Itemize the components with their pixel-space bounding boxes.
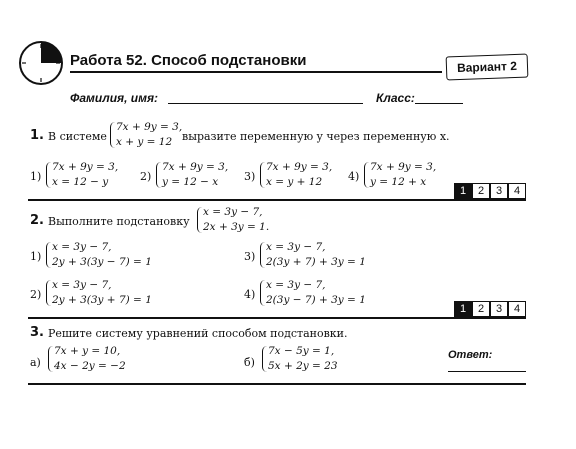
task3-text: Решите систему уравнений способом подстановки. [48, 327, 348, 340]
task2-text: Выполните подстановку [48, 215, 190, 228]
answer-label: Ответ: [448, 349, 493, 361]
task2-option-label: 2) [30, 288, 42, 301]
task3-system-b: 7x − 5y = 1, 5x + 2y = 23 [262, 344, 338, 374]
task2-option-label: 4) [244, 288, 256, 301]
task2-answer-boxes [454, 301, 526, 317]
section-divider [28, 317, 526, 319]
task2-option-4[interactable]: x = 3y − 7, 2(3y − 7) + 3y = 1 [260, 278, 366, 308]
answer-box-2[interactable]: 2 [472, 183, 490, 199]
name-field[interactable] [168, 103, 363, 104]
task1-system: 7x + 9y = 3, x + y = 12 [110, 120, 182, 150]
section-divider [28, 199, 526, 201]
name-label: Фамилия, имя: [70, 91, 159, 105]
task2-number: 2. [30, 213, 44, 228]
page-title: Работа 52. Способ подстановки [70, 52, 307, 69]
task2-system: x = 3y − 7, 2x + 3y = 1. [197, 205, 269, 235]
title-underline [70, 71, 442, 73]
class-label: Класс: [376, 91, 415, 105]
task1-text-before: В системе [48, 130, 107, 143]
task2-option-3[interactable]: x = 3y − 7, 2(3y + 7) + 3y = 1 [260, 240, 366, 270]
task1-option-label: 3) [244, 170, 256, 183]
answer-field[interactable] [448, 371, 526, 372]
answer-box-1[interactable]: 1 [454, 301, 472, 317]
task1-option-3[interactable]: 7x + 9y = 3, x = y + 12 [260, 160, 332, 190]
task3-part-label: б) [244, 356, 255, 369]
task1-number: 1. [30, 128, 44, 143]
answer-box-2[interactable]: 2 [472, 301, 490, 317]
answer-box-1[interactable]: 1 [454, 183, 472, 199]
clock-icon [18, 40, 64, 86]
answer-box-3[interactable]: 3 [490, 301, 508, 317]
task1-option-label: 1) [30, 170, 42, 183]
task1-option-4[interactable]: 7x + 9y = 3, y = 12 + x [364, 160, 436, 190]
task1-option-1[interactable]: 7x + 9y = 3, x = 12 − y [46, 160, 118, 190]
section-divider [28, 383, 526, 385]
class-field[interactable] [415, 103, 463, 104]
task3-system-a: 7x + y = 10, 4x − 2y = −2 [48, 344, 126, 374]
answer-box-4[interactable]: 4 [508, 301, 526, 317]
task1-option-2[interactable]: 7x + 9y = 3, y = 12 − x [156, 160, 228, 190]
task2-option-1[interactable]: x = 3y − 7, 2y + 3(3y − 7) = 1 [46, 240, 152, 270]
task3-number: 3. [30, 325, 44, 340]
task1-option-label: 2) [140, 170, 152, 183]
task2-option-label: 1) [30, 250, 42, 263]
task1-option-label: 4) [348, 170, 360, 183]
answer-box-3[interactable]: 3 [490, 183, 508, 199]
answer-box-4[interactable]: 4 [508, 183, 526, 199]
variant-badge: Вариант 2 [446, 54, 529, 81]
task1-answer-boxes [454, 183, 526, 199]
task3-part-label: а) [30, 356, 41, 369]
task2-option-2[interactable]: x = 3y − 7, 2y + 3(3y + 7) = 1 [46, 278, 152, 308]
task2-option-label: 3) [244, 250, 256, 263]
task1-text-after: выразите переменную y через переменную x. [182, 130, 450, 143]
